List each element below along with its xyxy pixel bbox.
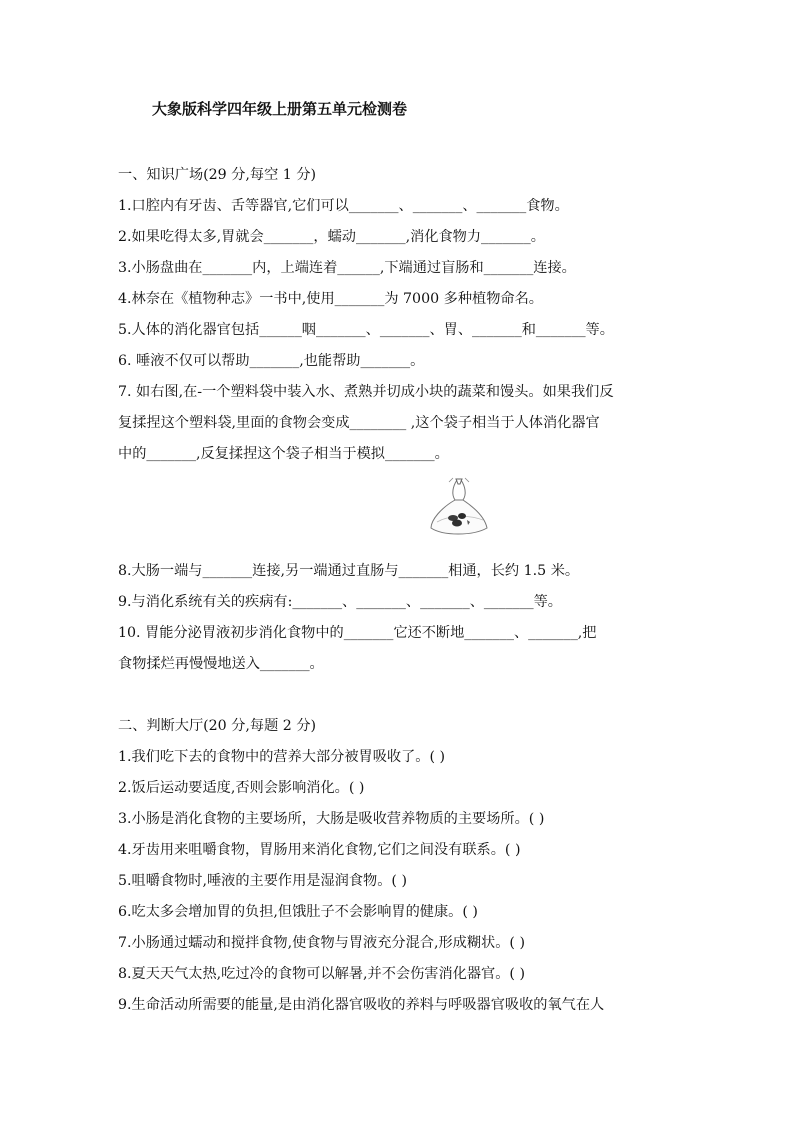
question-line: 2.如果吃得太多,胃就会_______，蠕动_______,消化食物力_______。 [118,229,545,245]
question-line: 4.牙齿用来咀嚼食物，胃肠用来消化食物,它们之间没有联系。( ) [118,842,521,858]
question-line: 1.我们吃下去的食物中的营养大部分被胃吸收了。( ) [118,749,446,765]
question-line: 中的_______,反复揉捏这个袋子相当于模拟_______。 [118,446,449,462]
question-line: 4.林奈在《植物种志》一书中,使用_______为 7000 多种植物命名。 [118,291,543,307]
question-line: 7. 如右图,在-一个塑料袋中装入水、煮熟并切成小块的蔬菜和馒头。如果我们反 [118,384,614,400]
question-line: 5.人体的消化器官包括______咽_______、_______、胃、_______和_______等。 [118,322,614,338]
question-line: 7.小肠通过蠕动和搅拌食物,使食物与胃液充分混合,形成糊状。( ) [118,935,526,951]
question-line: 6. 唾液不仅可以帮助_______,也能帮助_______。 [118,353,425,369]
question-line: 5.咀嚼食物时,唾液的主要作用是湿润食物。( ) [118,873,408,889]
section2-heading: 二、判断大厅(20 分,每题 2 分) [118,718,317,734]
question-line: 3.小肠是消化食物的主要场所，大肠是吸收营养物质的主要场所。( ) [118,811,545,827]
question-line: 食物揉烂再慢慢地送入_______。 [118,656,324,672]
question-line: 6.吃太多会增加胃的负担,但饿肚子不会影响胃的健康。( ) [118,904,478,920]
question-line: 2.饭后运动要适度,否则会影响消化。( ) [118,780,365,796]
question-line: 9.生命活动所需要的能量,是由消化器官吸收的养料与呼吸器官吸收的氧气在人 [118,997,605,1013]
plastic-bag-with-food-icon [423,476,495,548]
question-line: 3.小肠盘曲在_______内，上端连着______,下端通过盲肠和_______连接。 [118,260,576,276]
section1-heading: 一、知识广场(29 分,每空 1 分) [118,167,317,183]
question-line: 复揉捏这个塑料袋,里面的食物会变成________ ,这个袋子相当于人体消化器官 [118,415,600,431]
question-line: 8.大肠一端与_______连接,另一端通过直肠与_______相通，长约 1.5 米。 [118,563,580,579]
question-line: 10. 胃能分泌胃液初步消化食物中的_______它还不断地_______、_______,把 [118,625,597,641]
page-title: 大象版科学四年级上册第五单元检测卷 [152,100,408,118]
question-line: 9.与消化系统有关的疾病有:_______、_______、_______、_______等。 [118,594,562,610]
question-line: 8.夏天天气太热,吃过冷的食物可以解暑,并不会伤害消化器官。( ) [118,966,526,982]
question-line: 1.口腔内有牙齿、舌等器官,它们可以_______、_______、_______食物。 [118,198,569,214]
